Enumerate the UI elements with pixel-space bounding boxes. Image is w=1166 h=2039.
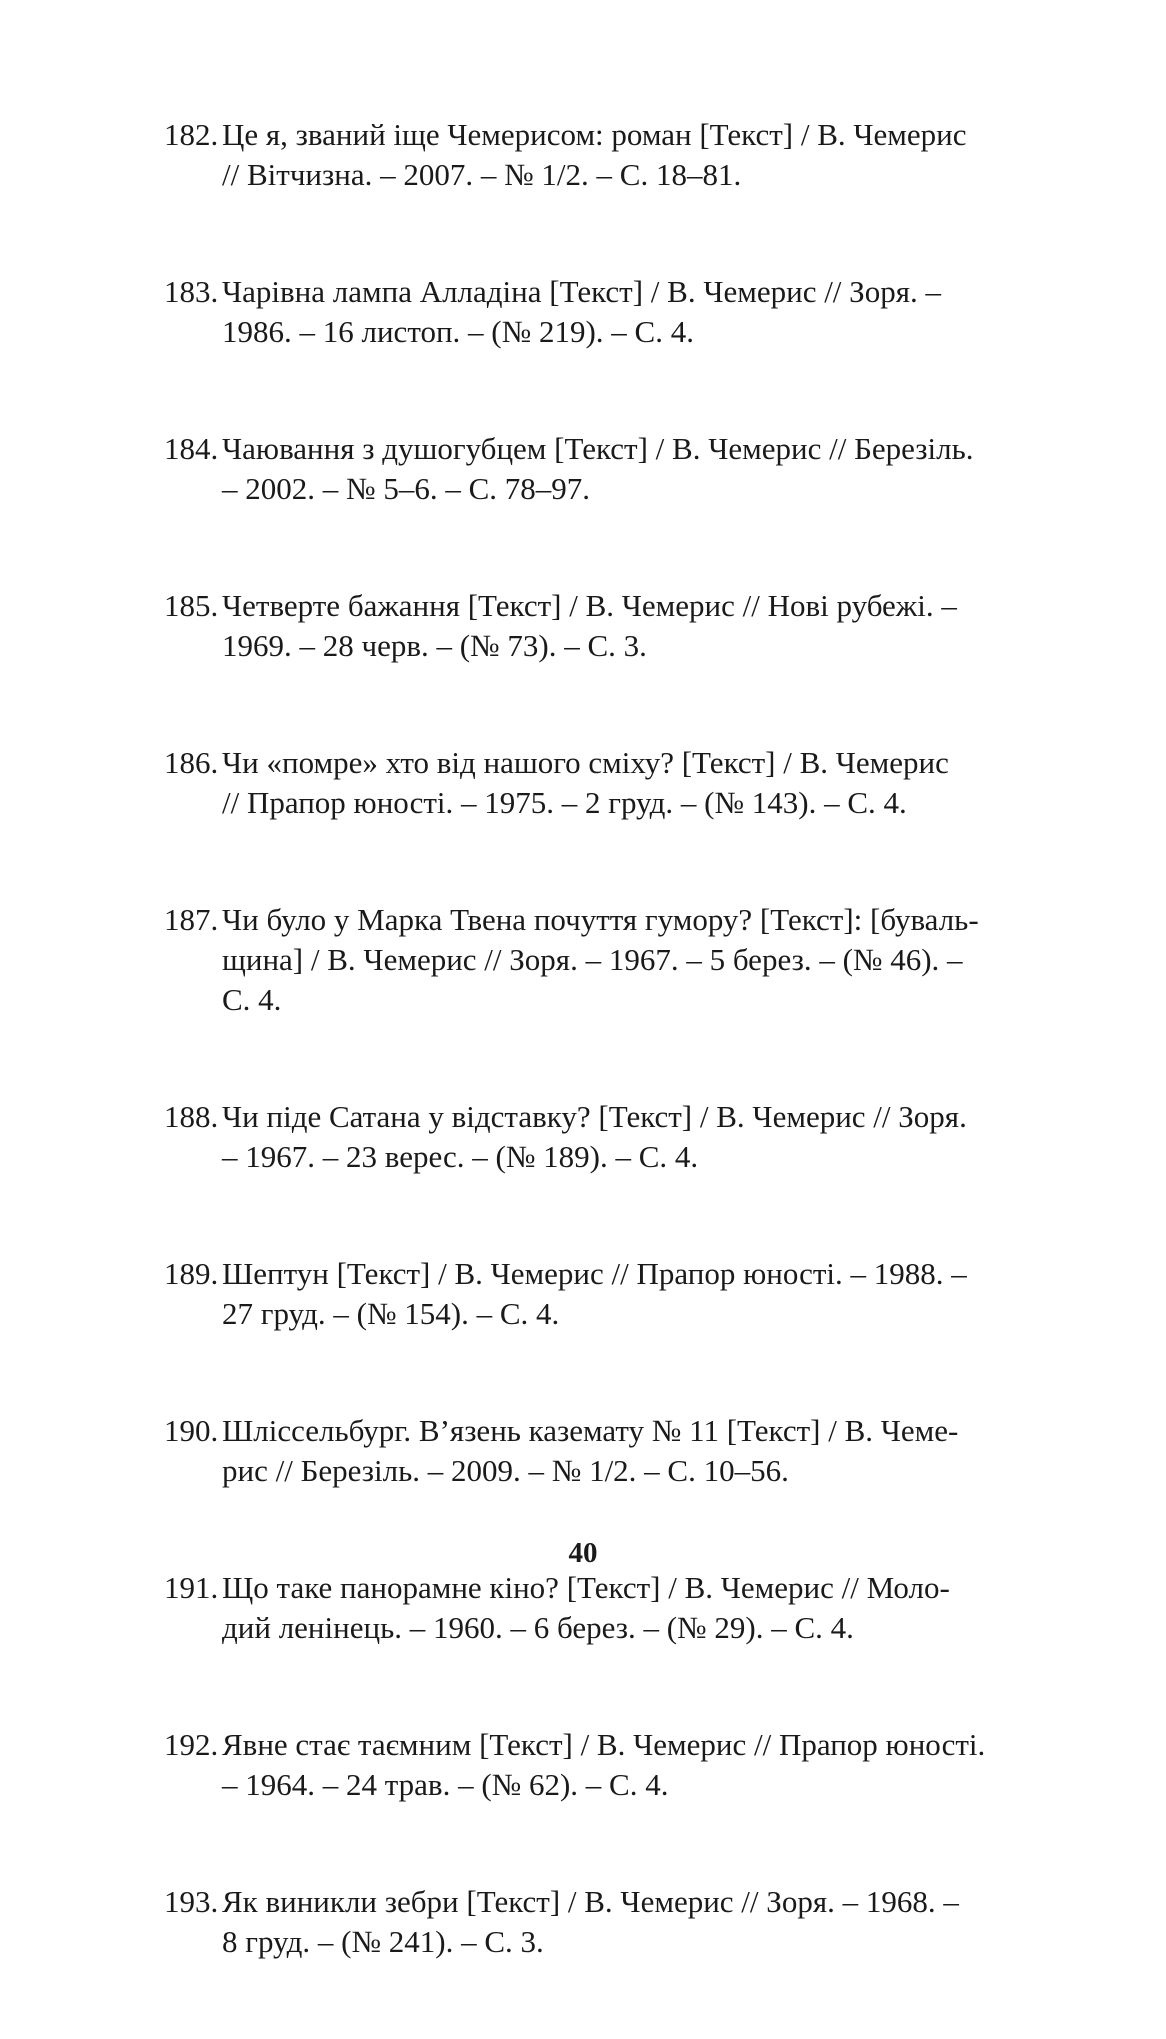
bibliography-entry-193	[164, 1882, 1044, 1962]
entry-number: 188.	[164, 1099, 219, 1134]
entry-line: Це я, званий іще Чемерисом: роман [Текст] / В. Чемерис	[222, 117, 967, 152]
bibliography-entry-189	[164, 1254, 1044, 1334]
entry-line: Шліссельбург. В’язень каземату № 11 [Текст] / В. Чеме-	[222, 1413, 959, 1448]
entry-line: Явне стає таємним [Текст] / В. Чемерис // Прапор юності.	[222, 1727, 986, 1762]
entry-line: – 1964. – 24 трав. – (№ 62). – С. 4.	[222, 1767, 669, 1802]
entry-line: Чи «помре» хто від нашого сміху? [Текст] / В. Чемерис	[222, 745, 949, 780]
entry-line: Чи було у Марка Твена почуття гумору? [Текст]: [буваль-	[222, 902, 979, 937]
entry-number: 185.	[164, 588, 219, 623]
entry-number: 183.	[164, 274, 219, 309]
bibliography-entry-185	[164, 586, 1044, 666]
entry-line: Четверте бажання [Текст] / В. Чемерис // Нові рубежі. –	[222, 588, 957, 623]
entry-text	[222, 1568, 1044, 1648]
entry-line: щина] / В. Чемерис // Зоря. – 1967. – 5 берез. – (№ 46). –	[222, 942, 963, 977]
entry-line: Що таке панорамне кіно? [Текст] / В. Чемерис // Моло-	[222, 1570, 950, 1605]
entry-line: Чи піде Сатана у відставку? [Текст] / В. Чемерис // Зоря.	[222, 1099, 967, 1134]
entry-text	[222, 1725, 1044, 1805]
entry-text	[222, 900, 1044, 1020]
bibliography-entry-184	[164, 429, 1044, 509]
entry-number: 191.	[164, 1570, 219, 1605]
entry-number: 190.	[164, 1413, 219, 1448]
page-number: 40	[568, 1537, 598, 1569]
entry-number: 189.	[164, 1256, 219, 1291]
entry-line: С. 4.	[222, 982, 282, 1017]
bibliography-entry-182	[164, 115, 1044, 195]
bibliography-entry-191	[164, 1568, 1044, 1648]
bibliography-entry-183	[164, 272, 1044, 352]
entry-line: Чаювання з душогубцем [Текст] / В. Чемерис // Березіль.	[222, 431, 974, 466]
entry-line: Як виникли зебри [Текст] / В. Чемерис // Зоря. – 1968. –	[222, 1884, 959, 1919]
entry-line: // Вітчизна. – 2007. – № 1/2. – С. 18–81.	[222, 157, 742, 192]
entry-text	[222, 1411, 1044, 1491]
entry-line: рис // Березіль. – 2009. – № 1/2. – С. 10–56.	[222, 1453, 789, 1488]
bibliography-entry-187	[164, 900, 1044, 1020]
entry-text	[222, 115, 1044, 195]
bibliography-entry-192	[164, 1725, 1044, 1805]
entry-text	[222, 1882, 1044, 1962]
entry-line: // Прапор юності. – 1975. – 2 груд. – (№ 143). – С. 4.	[222, 785, 907, 820]
entry-text	[222, 743, 1044, 823]
entry-text	[222, 429, 1044, 509]
entry-line: 8 груд. – (№ 241). – С. 3.	[222, 1924, 544, 1959]
bibliography-entry-190	[164, 1411, 1044, 1491]
bibliography-entry-186	[164, 743, 1044, 823]
entry-line: 27 груд. – (№ 154). – С. 4.	[222, 1296, 560, 1331]
entry-number: 193.	[164, 1884, 219, 1919]
entry-text	[222, 1254, 1044, 1334]
entry-number: 182.	[164, 117, 219, 152]
entry-line: – 2002. – № 5–6. – С. 78–97.	[222, 471, 591, 506]
bibliography-list	[164, 115, 1044, 2039]
entry-line: – 1967. – 23 верес. – (№ 189). – С. 4.	[222, 1139, 699, 1174]
entry-number: 187.	[164, 902, 219, 937]
entry-number: 186.	[164, 745, 219, 780]
entry-line: дий ленінець. – 1960. – 6 берез. – (№ 29). – С. 4.	[222, 1610, 854, 1645]
bibliography-entry-188	[164, 1097, 1044, 1177]
entry-line: Шептун [Текст] / В. Чемерис // Прапор юності. – 1988. –	[222, 1256, 967, 1291]
entry-text	[222, 586, 1044, 666]
entry-line: 1969. – 28 черв. – (№ 73). – С. 3.	[222, 628, 647, 663]
entry-number: 192.	[164, 1727, 219, 1762]
entry-number: 184.	[164, 431, 219, 466]
entry-text	[222, 272, 1044, 352]
entry-line: 1986. – 16 листоп. – (№ 219). – С. 4.	[222, 314, 694, 349]
entry-line: Чарівна лампа Алладіна [Текст] / В. Чемерис // Зоря. –	[222, 274, 941, 309]
entry-text	[222, 1097, 1044, 1177]
